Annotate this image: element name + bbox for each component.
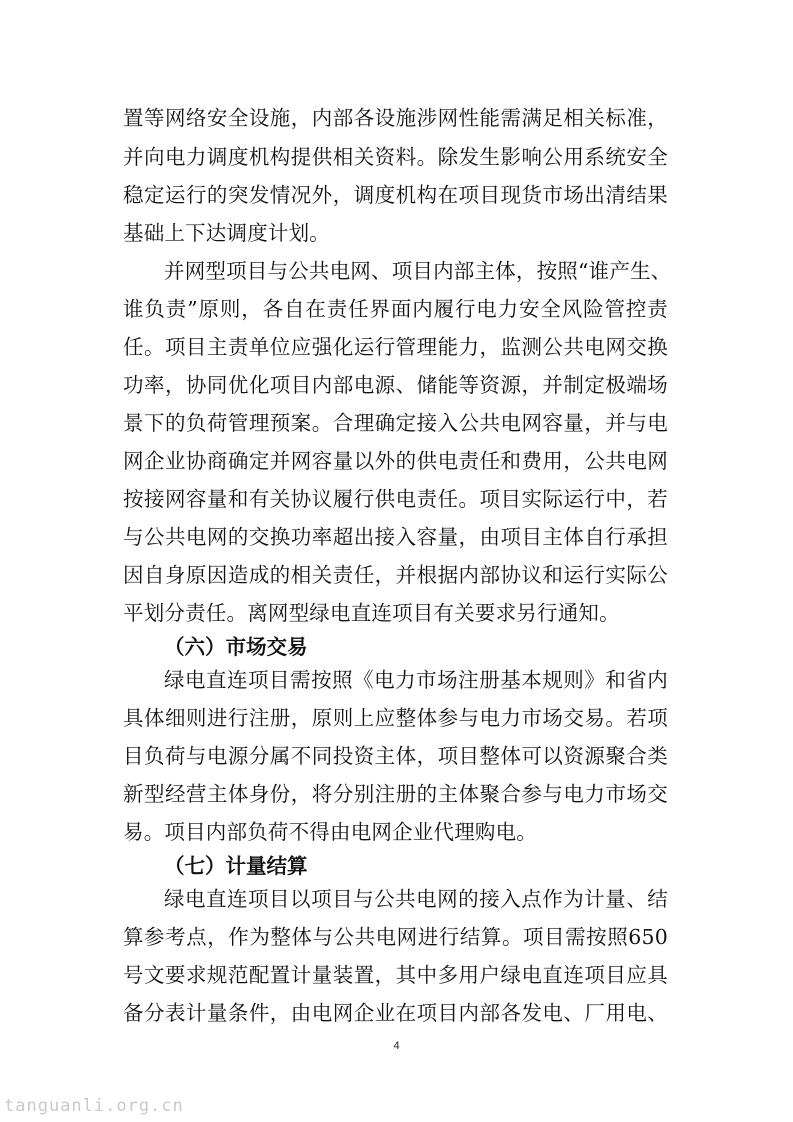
text-line: 并网型项目与公共电网、项目内部主体，按照“谁产生、 — [164, 259, 672, 283]
text-line: 绿电直连项目需按照《电力市场注册基本规则》和省内 — [164, 668, 668, 692]
text-line: 备分表计量条件，由电网企业在项目内部各发电、厂用电、 — [123, 1001, 668, 1025]
text-line: 稳定运行的突发情况外，调度机构在项目现货市场出清结果 — [123, 183, 668, 207]
text-line: 谁负责”原则，各自在责任界面内履行电力安全风险管控责 — [123, 297, 668, 321]
text-line: 新型经营主体身份，将分别注册的主体聚合参与电力市场交 — [123, 782, 668, 806]
text-line: 置等网络安全设施，内部各设施涉网性能需满足相关标准， — [123, 106, 668, 130]
text-line: 网企业协商确定并网容量以外的供电责任和费用，公共电网 — [123, 449, 668, 473]
text-line: 任。项目主责单位应强化运行管理能力，监测公共电网交换 — [123, 335, 668, 359]
text-line: 目负荷与电源分属不同投资主体，项目整体可以资源聚合类 — [123, 744, 668, 768]
text-line: 按接网容量和有关协议履行供电责任。项目实际运行中，若 — [123, 487, 668, 511]
text-line: 基础上下达调度计划。 — [123, 221, 330, 245]
text-line: 与公共电网的交换功率超出接入容量，由项目主体自行承担 — [123, 525, 668, 549]
text-line: 算参考点，作为整体与公共电网进行结算。项目需按照650 — [123, 925, 668, 949]
text-line: 景下的负荷管理预案。合理确定接入公共电网容量，并与电 — [123, 411, 668, 435]
text-line: 绿电直连项目以项目与公共电网的接入点作为计量、结 — [164, 887, 668, 911]
text-line: 具体细则进行注册，原则上应整体参与电力市场交易。若项 — [123, 706, 668, 730]
watermark: tanguanli.org.cn — [4, 1096, 184, 1116]
text-line: 易。项目内部负荷不得由电网企业代理购电。 — [123, 820, 537, 844]
text-line: 平划分责任。离网型绿电直连项目有关要求另行通知。 — [123, 601, 620, 625]
text-line: 并向电力调度机构提供相关资料。除发生影响公用系统安全 — [123, 145, 668, 169]
text-line: 因自身原因造成的相关责任，并根据内部协议和运行实际公 — [123, 563, 668, 587]
section-heading: （七）计量结算 — [164, 854, 308, 878]
text-line: 号文要求规范配置计量装置，其中多用户绿电直连项目应具 — [123, 963, 668, 987]
page-number: 4 — [393, 1040, 400, 1052]
section-heading: （六）市场交易 — [164, 635, 308, 659]
text-line: 功率，协同优化项目内部电源、储能等资源，并制定极端场 — [123, 373, 668, 397]
